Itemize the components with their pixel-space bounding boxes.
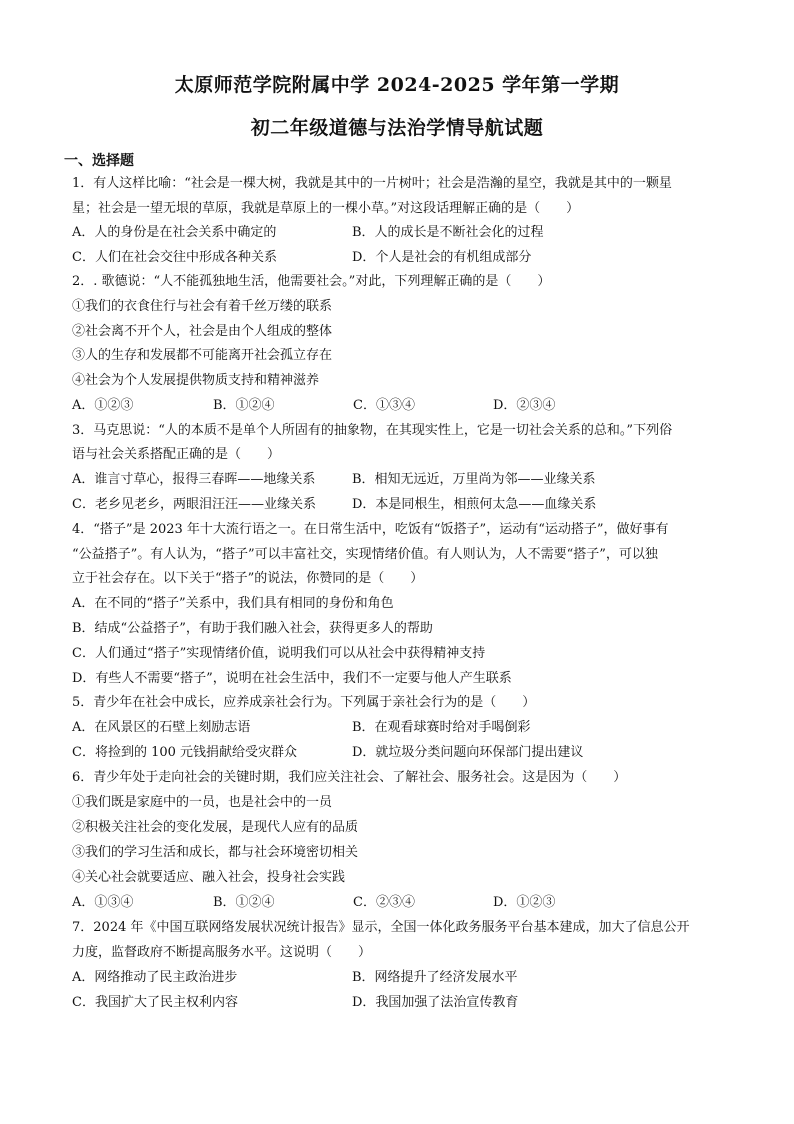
q2-option-a: A．①②③ bbox=[72, 398, 134, 413]
q2-statement-1: ①我们的衣食住行与社会有着千丝万缕的联系 bbox=[72, 299, 333, 314]
q6-option-d: D．①②③ bbox=[493, 895, 556, 910]
q6-option-b: B．①②④ bbox=[213, 895, 275, 910]
q6-statement-1: ①我们既是家庭中的一员，也是社会中的一员 bbox=[72, 795, 333, 810]
q7-option-b: B．网络提升了经济发展水平 bbox=[352, 970, 518, 985]
q6-option-a: A．①③④ bbox=[72, 895, 134, 910]
q5-option-a: A．在风景区的石壁上刻励志语 bbox=[72, 720, 251, 735]
q6-statement-3: ③我们的学习生活和成长，都与社会环境密切相关 bbox=[72, 845, 359, 860]
q5-option-b: B．在观看球赛时给对手喝倒彩 bbox=[352, 720, 531, 735]
q4-option-a: A．在不同的“搭子”关系中，我们具有相同的身份和角色 bbox=[72, 596, 394, 611]
q5-option-c: C．将捡到的 100 元钱捐献给受灾群众 bbox=[72, 745, 298, 760]
q4-stem-line-2: “公益搭子”。有人认为，“搭子”可以丰富社交，实现情绪价值。有人则认为，人不需要“搭子”，可以独 bbox=[72, 547, 658, 562]
q4-option-c: C．人们通过“搭子”实现情绪价值，说明我们可以从社会中获得精神支持 bbox=[72, 646, 486, 661]
q5-option-d: D．就垃圾分类问题向环保部门提出建议 bbox=[352, 745, 584, 760]
q5-stem-line-1: 5．青少年在社会中成长，应养成亲社会行为。下列属于亲社会行为的是（ ） bbox=[72, 695, 536, 710]
q3-option-a: A．谁言寸草心，报得三春晖——地缘关系 bbox=[72, 472, 316, 487]
q4-option-b: B．结成“公益搭子”，有助于我们融入社会，获得更多人的帮助 bbox=[72, 621, 433, 636]
q1-stem-line-1: 1．有人这样比喻：“社会是一棵大树，我就是其中的一片树叶；社会是浩瀚的星空，我就是其中的一颗星 bbox=[72, 176, 672, 191]
q6-stem-line-1: 6．青少年处于走向社会的关键时期，我们应关注社会、了解社会、服务社会。这是因为（ ） bbox=[72, 770, 627, 785]
q2-stem-line-1: 2．. 歌德说：“人不能孤独地生活，他需要社会。”对此，下列理解正确的是（ ） bbox=[72, 274, 551, 289]
q3-option-b: B．相知无远近，万里尚为邻——业缘关系 bbox=[352, 472, 596, 487]
q7-option-a: A．网络推动了民主政治进步 bbox=[72, 970, 238, 985]
q7-option-c: C．我国扩大了民主权利内容 bbox=[72, 995, 238, 1010]
q3-option-c: C．老乡见老乡，两眼泪汪汪——业缘关系 bbox=[72, 497, 316, 512]
q7-option-d: D．我国加强了法治宣传教育 bbox=[352, 995, 519, 1010]
section-heading: 一、选择题 bbox=[64, 153, 134, 169]
q2-option-d: D．②③④ bbox=[493, 398, 556, 413]
q1-stem-line-2: 星；社会是一望无垠的草原，我就是草原上的一棵小草。”对这段话理解正确的是（ ） bbox=[72, 201, 580, 216]
q4-stem-line-1: 4．“搭子”是 2023 年十大流行语之一。在日常生活中，吃饭有“饭搭子”，运动有“运动搭子”，做好事有 bbox=[72, 522, 669, 537]
q2-statement-2: ②社会离不开个人，社会是由个人组成的整体 bbox=[72, 324, 333, 339]
q4-stem-line-3: 立于社会存在。以下关于“搭子”的说法，你赞同的是（ ） bbox=[72, 571, 424, 586]
q6-statement-2: ②积极关注社会的变化发展，是现代人应有的品质 bbox=[72, 820, 359, 835]
q2-statement-4: ④社会为个人发展提供物质支持和精神滋养 bbox=[72, 373, 320, 388]
exam-subtitle: 初二年级道德与法治学情导航试题 bbox=[250, 117, 544, 139]
q3-stem-line-1: 3．马克思说：“人的本质不是单个人所固有的抽象物，在其现实性上，它是一切社会关系的总和。”下列俗 bbox=[72, 423, 673, 438]
q3-option-d: D．本是同根生，相煎何太急——血缘关系 bbox=[352, 497, 597, 512]
q2-option-b: B．①②④ bbox=[213, 398, 275, 413]
q3-stem-line-2: 语与社会关系搭配正确的是（ ） bbox=[72, 447, 281, 462]
q2-statement-3: ③人的生存和发展都不可能离开社会孤立存在 bbox=[72, 348, 333, 363]
q2-option-c: C．①③④ bbox=[353, 398, 415, 413]
q1-option-c: C．人们在社会交往中形成各种关系 bbox=[72, 250, 277, 265]
q1-option-d: D．个人是社会的有机组成部分 bbox=[352, 250, 532, 265]
q7-stem-line-2: 力度，监督政府不断提高服务水平。这说明（ ） bbox=[72, 945, 372, 960]
q6-statement-4: ④关心社会就要适应、融入社会，投身社会实践 bbox=[72, 870, 346, 885]
q1-option-b: B．人的成长是不断社会化的过程 bbox=[352, 225, 544, 240]
q6-option-c: C．②③④ bbox=[353, 895, 415, 910]
exam-title: 太原师范学院附属中学 2024-2025 学年第一学期 bbox=[174, 74, 620, 96]
q1-option-a: A．人的身份是在社会关系中确定的 bbox=[72, 225, 277, 240]
q7-stem-line-1: 7．2024 年《中国互联网络发展状况统计报告》显示，全国一体化政务服务平台基本建成，加大了信息公开 bbox=[72, 920, 690, 935]
q4-option-d: D．有些人不需要“搭子”，说明在社会生活中，我们不一定要与他人产生联系 bbox=[72, 671, 512, 686]
